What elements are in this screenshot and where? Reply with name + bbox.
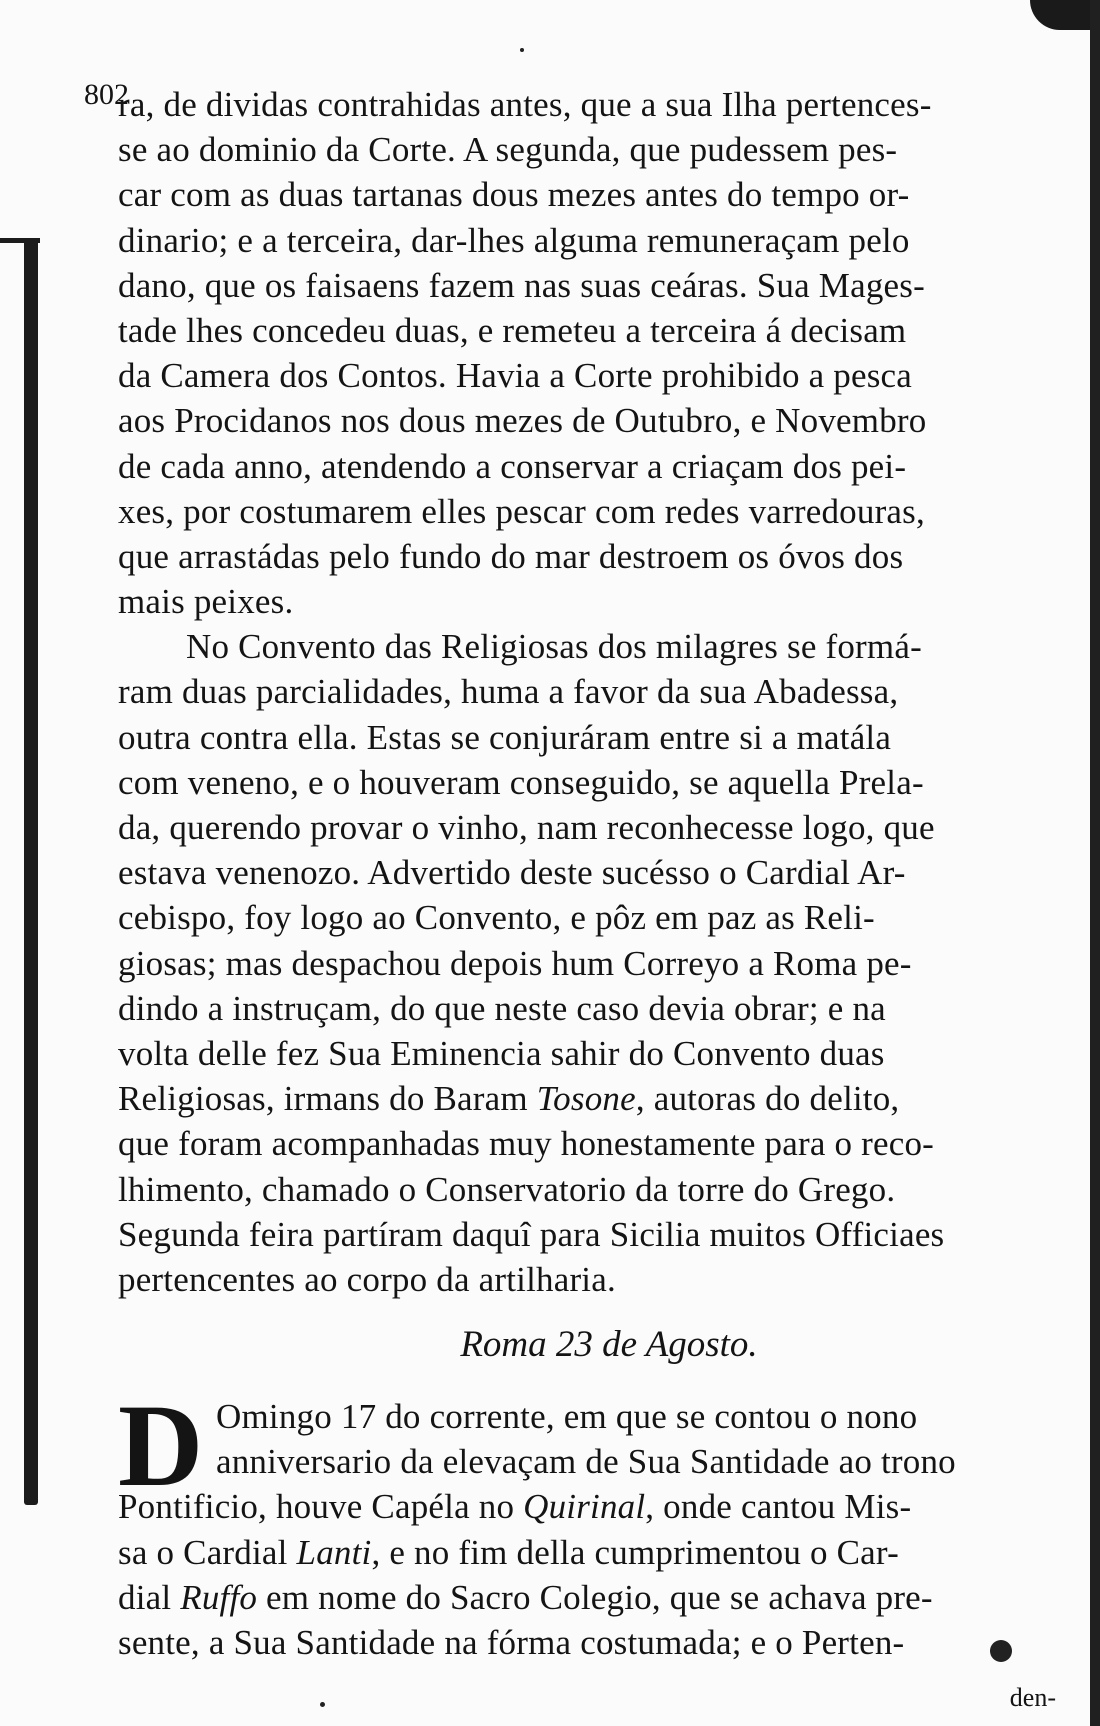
text-segment: , autoras do delito,	[635, 1079, 900, 1119]
drop-cap: D	[118, 1380, 204, 1512]
text-line: cebispo, foy logo ao Convento, e pôz em paz as Reli-	[118, 898, 875, 938]
text-line: giosas; mas despachou depois hum Correyo a Roma pe-	[118, 943, 912, 983]
text-line: xes, por costumarem elles pescar com redes varredouras,	[118, 491, 925, 531]
paragraph-1	[118, 82, 1070, 624]
body-text	[118, 82, 1070, 1665]
text-segment: Religiosas, irmans do Baram	[118, 1079, 537, 1119]
text-line: aos Procidanos nos dous mezes de Outubro, e Novembro	[118, 401, 927, 441]
text-line: da, querendo provar o vinho, nam reconhecesse logo, que	[118, 808, 935, 847]
italic-name: Ruffo	[180, 1577, 258, 1617]
text-line: se ao dominio da Corte. A segunda, que pudessem pes-	[118, 130, 898, 170]
italic-name: Tosone	[536, 1079, 636, 1119]
text-line: sente, a Sua Santidade na fórma costumada; e o Perten-	[118, 1623, 905, 1662]
text-line: volta delle fez Sua Eminencia sahir do Convento duas	[118, 1033, 885, 1073]
text-segment: , e no fim della cumprimentou o Car-	[371, 1532, 899, 1572]
text-line: da Camera dos Contos. Havia a Corte prohibido a pesca	[118, 356, 912, 396]
text-line: lhimento, chamado o Conservatorio da torre do Grego.	[118, 1169, 896, 1209]
page-number: 802	[84, 78, 129, 111]
text-segment: dial	[118, 1577, 181, 1617]
page-edge-right	[1090, 0, 1100, 1726]
binding-shadow-left	[24, 240, 38, 1505]
paragraph-3	[118, 1380, 1070, 1665]
paragraph-2	[118, 624, 1070, 1302]
text-line	[118, 1076, 1070, 1121]
text-line: estava venenozo. Advertido deste sucésso o Cardial Ar-	[118, 853, 906, 893]
text-line: Omingo 17 do corrente, em que se contou o nono	[216, 1397, 918, 1437]
text-line: que arrastádas pelo fundo do mar destroem os óvos dos	[118, 536, 904, 576]
ink-speck	[990, 1640, 1012, 1662]
text-segment: Pontificio, houve Capéla no	[118, 1487, 524, 1527]
text-line: car com as duas tartanas dous mezes antes do tempo or-	[118, 175, 910, 215]
ink-speck	[520, 48, 524, 52]
italic-name: Lanti	[296, 1532, 372, 1572]
dateline-heading: Roma 23 de Agosto.	[460, 1324, 758, 1366]
text-segment: , onde cantou Mis-	[645, 1487, 912, 1527]
text-line: Segunda feira partíram daquî para Sicilia muitos Officiaes	[118, 1214, 945, 1254]
italic-name: Quirinal	[523, 1487, 646, 1527]
text-line	[118, 1575, 1070, 1620]
text-segment: em nome do Sacro Colegio, que se achava pre-	[257, 1577, 933, 1617]
catchword: den-	[1009, 1683, 1056, 1712]
text-line: dano, que os faisaens fazem nas suas ceáras. Sua Mages-	[118, 265, 925, 305]
text-line: ram duas parcialidades, huma a favor da sua Abadessa,	[118, 672, 899, 712]
text-line: outra contra ella. Estas se conjuráram entre si a matála	[118, 717, 892, 757]
text-line: anniversario da elevaçam de Sua Santidade ao trono	[216, 1442, 956, 1482]
ink-speck	[320, 1702, 325, 1707]
text-line: de cada anno, atendendo a conservar a criaçam dos pei-	[118, 446, 907, 486]
text-segment: sa o Cardial	[118, 1532, 297, 1572]
text-line: No Convento das Religiosas dos milagres se formá-	[186, 627, 922, 667]
text-line: dinario; e a terceira, dar-lhes alguma remuneraçam pelo	[118, 220, 910, 260]
text-line	[118, 1484, 1070, 1529]
text-line: que foram acompanhadas muy honestamente para o reco-	[118, 1124, 935, 1164]
text-line: pertencentes ao corpo da artilharia.	[118, 1259, 616, 1299]
text-line: mais peixes.	[118, 582, 294, 622]
text-line	[118, 1530, 1070, 1575]
text-line: com veneno, e o houveram conseguido, se aquella Prela-	[118, 762, 924, 802]
text-line: ra, de dividas contrahidas antes, que a sua Ilha pertences-	[118, 85, 932, 124]
text-line: dindo a instruçam, do que neste caso devia obrar; e na	[118, 988, 886, 1028]
text-line: tade lhes concedeu duas, e remeteu a terceira á decisam	[118, 310, 907, 350]
